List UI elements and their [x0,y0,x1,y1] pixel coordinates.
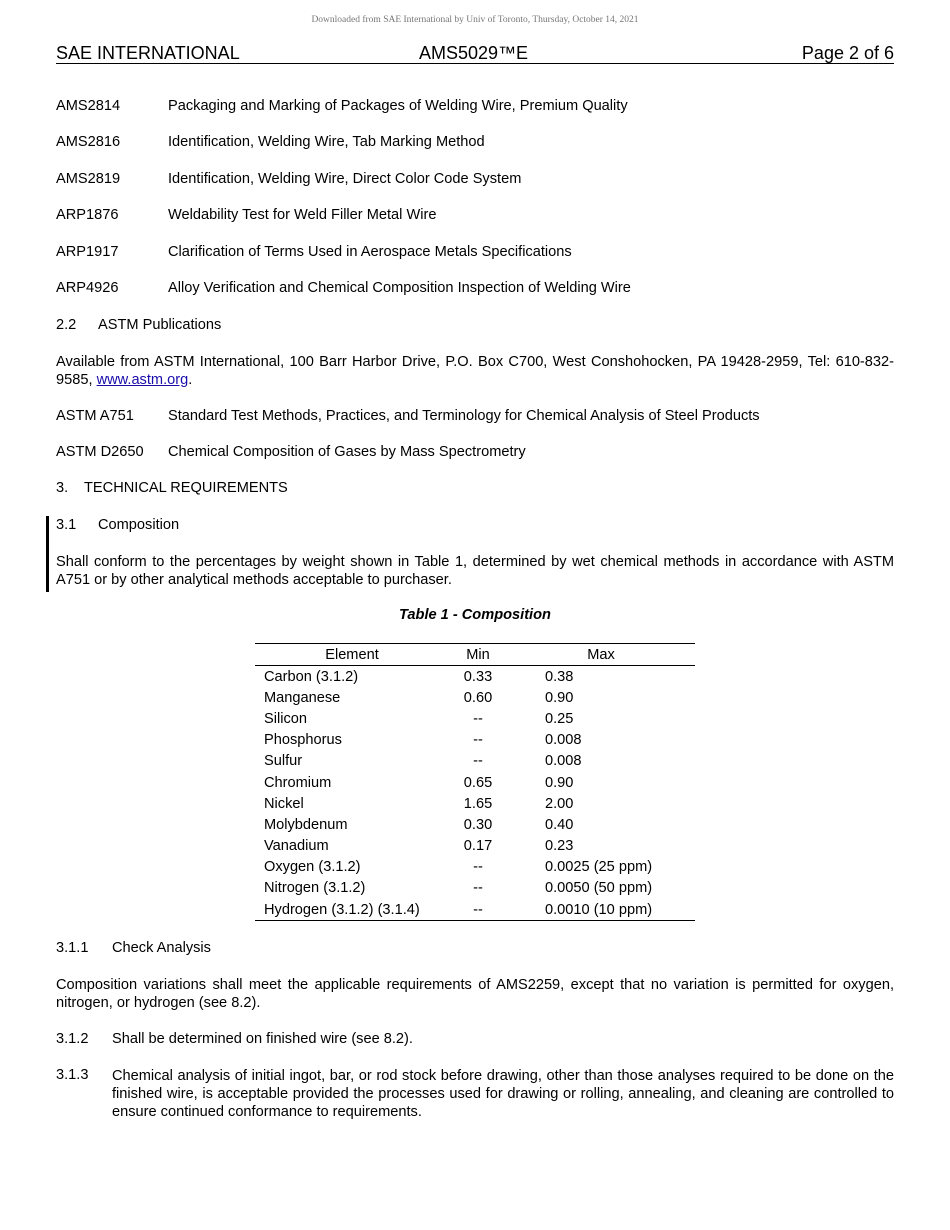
ref-code: AMS2819 [56,171,121,187]
table-row [255,836,695,857]
header-doc-id: AMS5029™E [419,43,529,63]
section-3-1-2-number: 3.1.2 [56,1031,89,1047]
element-cell: Carbon (3.1.2) [264,668,359,685]
element-cell: Hydrogen (3.1.2) (3.1.4) [264,901,420,918]
section-3-1-3-text: Chemical analysis of initial ingot, bar, or rod stock before drawing, other than those analyses required to be done on the finished wire, is acceptable provided the processes used for drawing or rolling, annealing, and cleaning are controlled to ensure continued conformance to requirements. [112,1068,894,1120]
ref-title: Identification, Welding Wire, Tab Marking Method [168,134,485,150]
table-header-row [255,644,695,666]
section-3-number: 3. [56,480,69,496]
element-cell: Silicon [264,710,307,727]
astm-availability-paragraph [56,353,894,389]
element-cell: Phosphorus [264,732,342,749]
table-row [255,687,695,708]
max-cell: 0.0025 (25 ppm) [545,859,653,876]
astm-availability-text: Available from ASTM International, 100 Barr Harbor Drive, P.O. Box C700, West Conshohocken, PA 19428-2959, Tel: 610-832-9585, [56,354,894,388]
ref-code: ARP4926 [56,280,119,296]
element-cell: Nitrogen (3.1.2) [264,880,366,897]
table-row [255,878,695,899]
header-page-number: Page 2 of 6 [801,43,894,63]
ref-code: ARP1876 [56,207,119,223]
column-header-element: Element [325,646,379,663]
ref-code: ASTM D2650 [56,444,144,460]
ref-code: ASTM A751 [56,408,134,424]
ref-title: Identification, Welding Wire, Direct Color Code System [168,171,522,187]
max-cell: 0.23 [545,838,574,855]
table-row [255,772,695,793]
header-org: SAE INTERNATIONAL [56,43,240,63]
section-3-1-3-number: 3.1.3 [56,1067,89,1083]
header-rule [56,63,894,64]
table-row [255,857,695,878]
element-cell: Sulfur [264,753,303,770]
min-cell: -- [473,710,483,727]
element-cell: Vanadium [264,838,329,855]
min-cell: -- [473,859,483,876]
section-2-2-number: 2.2 [56,317,77,333]
max-cell: 0.38 [545,668,574,685]
section-3-1-1-text: Composition variations shall meet the applicable requirements of AMS2259, except that no variation is permitted for oxygen, nitrogen, or hydrogen (see 8.2). [56,977,894,1011]
min-cell: -- [473,880,483,897]
min-cell: 1.65 [463,795,493,812]
min-cell: -- [473,732,483,749]
ref-title: Chemical Composition of Gases by Mass Spectrometry [168,444,526,460]
table-row [255,730,695,751]
max-cell: 0.90 [545,689,574,706]
max-cell: 0.0010 (10 ppm) [545,901,653,918]
min-cell: 0.60 [463,689,493,706]
element-cell: Nickel [264,795,304,812]
section-3-1-title: Composition [98,517,180,533]
section-3-title: TECHNICAL REQUIREMENTS [84,480,288,496]
section-3-1-number: 3.1 [56,517,77,533]
max-cell: 0.90 [545,774,574,791]
max-cell: 0.0050 (50 ppm) [545,880,653,897]
table-row [255,666,695,688]
max-cell: 0.40 [545,816,574,833]
ref-title: Standard Test Methods, Practices, and Terminology for Chemical Analysis of Steel Products [168,408,760,424]
ref-title: Packaging and Marking of Packages of Welding Wire, Premium Quality [168,98,628,114]
revision-change-bar [46,516,49,592]
min-cell: 0.30 [463,816,493,833]
min-cell: 0.65 [463,774,493,791]
element-cell: Molybdenum [264,816,348,833]
min-cell: 0.17 [463,838,493,855]
table-row [255,793,695,814]
section-3-1-1-number: 3.1.1 [56,940,89,956]
table-row [255,814,695,835]
table-row [255,751,695,772]
section-3-1-2-text: Shall be determined on finished wire (see 8.2). [112,1031,413,1047]
element-cell: Oxygen (3.1.2) [264,859,361,876]
table-caption: Table 1 - Composition [399,607,551,623]
astm-availability-period: . [188,372,193,388]
element-cell: Manganese [264,689,341,706]
ref-title: Clarification of Terms Used in Aerospace Metals Specifications [168,244,572,260]
section-3-1-text: Shall conform to the percentages by weight shown in Table 1, determined by wet chemical methods in accordance with ASTM A751 or by other analytical methods acceptable to purchaser. [56,554,894,588]
max-cell: 0.008 [545,732,582,749]
table-row [255,899,695,921]
min-cell: 0.33 [463,668,493,685]
column-header-min: Min [466,646,490,663]
min-cell: -- [473,901,483,918]
section-3-1-1-title: Check Analysis [112,940,211,956]
max-cell: 2.00 [545,795,574,812]
ref-title: Alloy Verification and Chemical Composition Inspection of Welding Wire [168,280,631,296]
max-cell: 0.008 [545,753,582,770]
min-cell: -- [473,753,483,770]
astm-website-link[interactable]: www.astm.org [96,372,189,388]
ref-title: Weldability Test for Weld Filler Metal Wire [168,207,437,223]
ref-code: ARP1917 [56,244,119,260]
ref-code: AMS2814 [56,98,121,114]
ref-code: AMS2816 [56,134,121,150]
max-cell: 0.25 [545,710,574,727]
element-cell: Chromium [264,774,332,791]
download-notice: Downloaded from SAE International by Univ of Toronto, Thursday, October 14, 2021 [311,15,639,25]
column-header-max: Max [587,646,615,663]
table-row [255,708,695,729]
composition-table [255,643,695,921]
section-2-2-title: ASTM Publications [98,317,222,333]
